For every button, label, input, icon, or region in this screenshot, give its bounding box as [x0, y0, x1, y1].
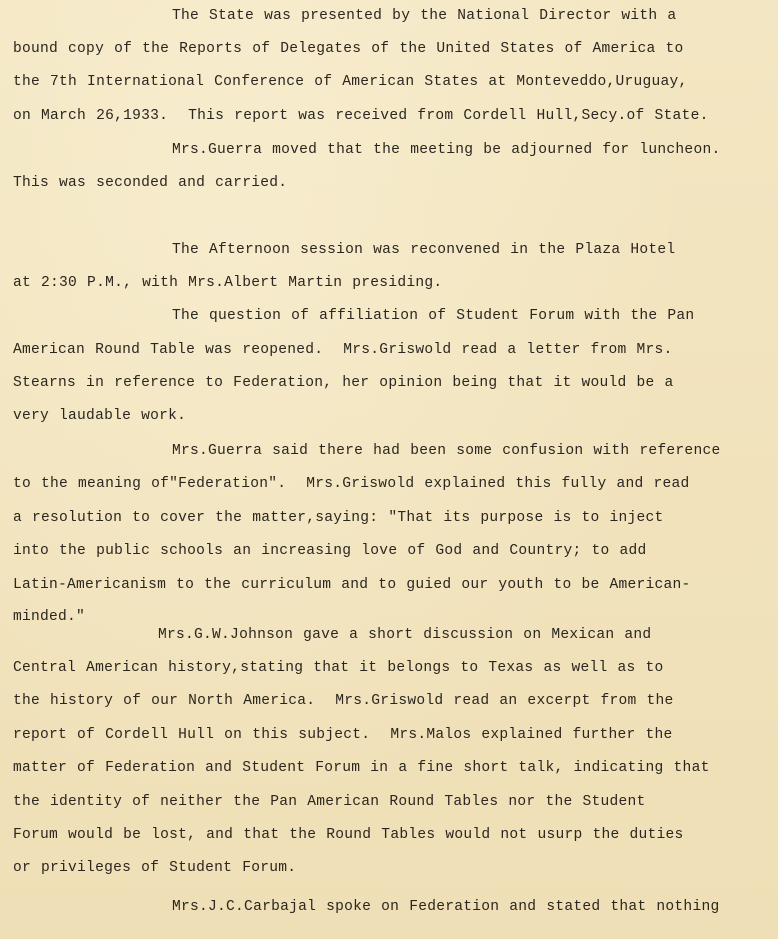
text-line: very laudable work.: [13, 408, 187, 424]
text-line: The question of affiliation of Student Forum with the Pan: [172, 308, 695, 324]
text-line: Mrs.G.W.Johnson gave a short discussion on Mexican and: [158, 627, 652, 643]
text-line: Central American history,stating that it belongs to Texas as well as to: [13, 660, 664, 676]
text-line: Forum would be lost, and that the Round Tables would not usurp the duties: [13, 827, 684, 843]
text-line: the history of our North America. Mrs.Griswold read an excerpt from the: [13, 693, 674, 709]
text-line: to the meaning of"Federation". Mrs.Griswold explained this fully and read: [13, 476, 690, 492]
text-line: into the public schools an increasing love of God and Country; to add: [13, 543, 647, 559]
text-line: report of Cordell Hull on this subject. Mrs.Malos explained further the: [13, 727, 673, 743]
text-line: This was seconded and carried.: [13, 175, 288, 191]
text-line: a resolution to cover the matter,saying: "That its purpose is to inject: [13, 510, 664, 526]
text-line: the identity of neither the Pan American Round Tables nor the Student: [13, 794, 646, 810]
text-line: minded.": [13, 609, 86, 625]
text-line: Latin-Americanism to the curriculum and to guied our youth to be American-: [13, 577, 691, 593]
text-line: or privileges of Student Forum.: [13, 860, 297, 876]
text-line: Mrs.J.C.Carbajal spoke on Federation and stated that nothing: [172, 899, 720, 915]
text-line: matter of Federation and Student Forum in a fine short talk, indicating that: [13, 760, 710, 776]
text-line: at 2:30 P.M., with Mrs.Albert Martin presiding.: [13, 275, 443, 291]
text-line: American Round Table was reopened. Mrs.Griswold read a letter from Mrs.: [13, 342, 673, 358]
text-line: the 7th International Conference of American States at Monteveddo,Uruguay,: [13, 74, 688, 90]
text-line: bound copy of the Reports of Delegates of the United States of America to: [13, 41, 684, 57]
text-line: Mrs.Guerra moved that the meeting be adjourned for luncheon.: [172, 142, 721, 158]
text-line: on March 26,1933. This report was received from Cordell Hull,Secy.of State.: [13, 108, 709, 124]
text-line: Stearns in reference to Federation, her opinion being that it would be a: [13, 375, 674, 391]
text-line: The Afternoon session was reconvened in the Plaza Hotel: [172, 242, 676, 258]
text-line: Mrs.Guerra said there had been some confusion with reference: [172, 443, 721, 459]
text-line: The State was presented by the National Director with a: [172, 8, 677, 24]
